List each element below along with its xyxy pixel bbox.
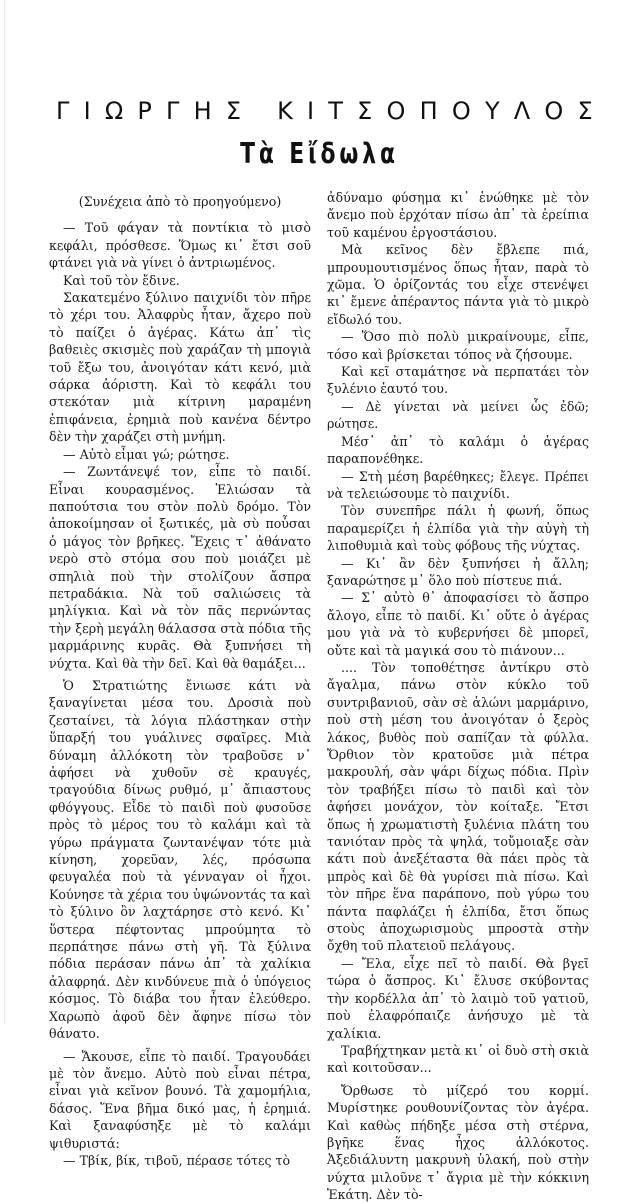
story-title: Τὰ Εἴδωλα	[240, 137, 399, 170]
paragraph: — Τβίκ, βίκ, τιβοῦ, πέρασε τότες τὸ	[63, 1152, 291, 1168]
paragraph: Σακατεμένο ξύλινο παιχνίδι τὸν πῆρε τὸ χέρι του. Ἀλαφρὺς ἦταν, ἄχερο ποὺ τὸ παίζει ὁ ἀγέρας. Κάτω ἀπ᾿ τὶς βαθειὲς σκισμὲς ποὺ χαράζαν τὴ μπογιὰ τοῦ ἔξω του, ἀνοιγόταν κάτι κενό, μιὰ σάρκα ἀόριστη. Καὶ τὸ κεφάλι του στεκόταν μιὰ κίτρινη μαραμένη ἐπιφάνεια, ἐρημιὰ ποὺ κανένα δέντρο δὲν τὴν χαράζει στὴ μνήμη.	[49, 290, 311, 445]
paragraph: — Δὲ γίνεται νὰ μείνει ὧς ἐδῶ; ρώτησε.	[327, 398, 589, 432]
paragraph: Τὸν συνεπῆρε πάλι ἡ φωνή, ὅπως παραμερίζει ἡ ἐλπίδα γιὰ τὴν αὐγὴ τὴ λιποθυμιὰ καὶ τοὺς φόβους τῆς νύχτας.	[327, 503, 589, 554]
paragraph: — Τοῦ φάγαν τὰ ποντίκια τὸ μισὸ κεφάλι, πρόσθεσε. Ὅμως κι᾿ ἔτσι σοῦ φτάνει γιὰ νὰ γίνει ὁ ἀντριωμένος.	[49, 220, 311, 271]
paragraph: Μέσ᾿ ἀπ᾿ τὸ καλάμι ὁ ἀγέρας παραπονέθηκε.	[327, 433, 589, 467]
continuation-note: (Συνέχεια ἀπὸ τὸ προηγούμενο)	[78, 194, 282, 209]
text-column-right	[327, 189, 589, 1204]
paragraph: Ὄρθωσε τὸ μίζερό του κορμί. Μυρίστηκε ρουθουνίζοντας τὸν ἀγέρα. Καὶ καθὼς πήδηξε μέσα στὴ στέρνα, βγῆκε ἕνας ἦχος ἀλλόκοτος. Ἀξεδιάλυντη μακρυνὴ ὑλακή, ποὺ στὴν νύχτα μιλοῦνε τ᾿ ἄγρια μὲ τὴν κόκκινη Ἑκάτη. Δὲν τὸ-	[327, 1082, 589, 1203]
paragraph: Καὶ τοῦ τὸν ἔδινε.	[63, 272, 180, 288]
paragraph: — Ἄκουσε, εἶπε τὸ παιδί. Τραγουδάει μὲ τὸν ἄνεμο. Αὐτὸ ποὺ εἶναι πέτρα, εἶναι γιὰ κεῖνον βουνό. Τὰ χαμομήλια, δάσος. Ἕνα βῆμα δικό μας, ἡ ἐρημιά. Καὶ ξαναφύσηξε μὲ τὸ καλάμι ψιθυριστά:	[49, 1048, 311, 1151]
paragraph: — Αὐτὸ εἶμαι γώ; ρώτησε.	[63, 446, 230, 462]
paragraph: Τραβήχτηκαν μετὰ κι᾿ οἱ δυὸ στὴ σκιὰ καὶ κοιτοῦσαν...	[327, 1042, 589, 1076]
paragraph: Καὶ κεῖ σταμάτησε νὰ περπατάει τὸν ξυλένιο ἑαυτό του.	[327, 364, 589, 397]
paragraph: — Κι᾿ ἂν δὲν ξυπνήσει ἡ ἄλλη; ξαναρώτησε μ᾿ ὅλο ποὺ πίστευε πιά.	[327, 555, 589, 588]
text-column-left	[49, 193, 311, 1169]
paragraph: Ὁ Στρατιώτης ἔνιωσε κάτι νὰ ξαναγίνεται μέσα του. Δροσιὰ ποὺ ζεσταίνει, τὰ λόγια πλάστηκαν στὴν ὕπαρξή του γυάλινες σφαῖρες. Μιὰ δύναμη ἀλλόκοτη τὸν τραβοῦσε ν᾿ ἀφήσει νὰ χυθοῦν σὲ κραυγές, τραγούδια δίνως ρυθμό, μ᾿ ἄπιαστους φθόγγους. Εἶδε τὸ παιδὶ ποὺ φυσοῦσε πρὸς τὸ μέρος του τὸ καλάμι καὶ τὰ γύρω πράγματα ζωντανέψαν τότε μιὰ κίνηση, χορεῦαν, λές, πρόσωπα φευγαλέα ποὺ τὰ γένναγαν οἱ ἦχοι. Κούνησε τὰ χέρια του ὑψώνοντάς τα καὶ τὸ ξύλινο ὂν λαχτάρησε στὸ κενό. Κι᾿ ὕστερα πέφτοντας μπρούμητα τὸ περπάτησε πάνω στὴ γῆ. Τὰ ξύλινα πόδια περάσαν πάνω ἀπ᾿ τὰ χαλίκια ἀλαφρηά. Δὲν κινδύνευε πιὰ ὁ ὑπόγειος κόσμος. Τὸ διάβα του ἦταν ἐλεύθερο. Χαρωπὸ ἀφοῦ δὲν ἄφηνε πίσω τὸν θάνατο.	[49, 677, 311, 1042]
paragraph: — Σ᾿ αὐτὸ θ᾿ ἀποφασίσει τὸ ἄσπρο ἄλογο, εἶπε τὸ παιδί. Κι᾿ οὔτε ὁ ἀγέρας μου γιὰ νὰ τὸ κυβερνήσει δὲ μπορεῖ, οὔτε καὶ τὰ μαγικά σου τὸ πιάνουν...	[327, 590, 589, 658]
paragraph: Μὰ κεῖνος δὲν ἔβλεπε πιά, μπρουμουτισμένος ὅπως ἦταν, παρὰ τὸ χῶμα. Ὁ ὁρίζοντάς του εἶχε στενέψει κι᾿ ἔμενε ἀπέραντος πάντα γιὰ τὸ μικρὸ εἴδωλό του.	[327, 242, 589, 327]
paragraph: ἀδύναμο φύσημα κι᾿ ἑνώθηκε μὲ τὸν ἄνεμο ποὺ ἐρχόταν πίσω ἀπ᾿ τὰ ἐρείπια τοῦ καμένου ἐργοστάσιου.	[327, 190, 589, 240]
paragraph: — Ὅσο πιὸ πολὺ μικραίνουμε, εἶπε, τόσο καὶ βρίσκεται τόπος νὰ ζήσουμε.	[327, 329, 589, 362]
author-name: ΓΙΩΡΓΗΣ ΚΙΤΣΟΠΟΥΛΟΣ	[56, 97, 607, 125]
page-edge-divider	[4, 0, 5, 1024]
paragraph: — Ἔλα, εἶχε πεῖ τὸ παιδί. Θὰ βγεῖ τώρα ὁ ἄσπρος. Κι᾿ ἔλυσε σκύβοντας τὴν κορδέλλα ἀπ᾿ τὸ λαιμὸ τοῦ γατιοῦ, ποὺ ἐλαφρόπαιζε ἀνήσυχο μὲ τὰ χαλίκια.	[327, 955, 589, 1041]
paragraph: — Στὴ μέση βαρέθηκες; ἔλεγε. Πρέπει νὰ τελειώσουμε τὸ παιχνίδι.	[327, 468, 589, 501]
paragraph: .... Τὸν τοποθέτησε ἀντίκρυ στὸ ἄγαλμα, πάνω στὸν κύκλο τοῦ συντριβανιοῦ, σὰν σὲ ἁλώνι μαρμάρινο, ποὺ στὴ μέση του ἀνοιγόταν ὁ ξερὸς λάκος, βυθὸς ποὺ σαπίζαν τὰ φύλλα. Ὄρθιον τὸν κρατοῦσε μιὰ πέτρα μακρουλή, σὰν ψάρι δίχως πόδια. Πρὶν τὸν τραβήξει πίσω τὸ παιδὶ καὶ τὸν ἀφήσει μονάχον, τὸν κοίταξε. Ἔτσι ὅπως ἡ χρωματιστὴ ξυλένια πλάτη του τανιόταν πρὸς τὰ ψηλά, τοὔμοιαξε σὰν κάτι ποὺ ἀνεξέταστα θὰ πάει πρὸς τὰ μπρὸς καὶ δὲ θὰ γυρίσει πιὰ πίσω. Καὶ τὸν πῆρε ἕνα παράπονο, ποὺ γύρω του πάντα παφλάζει ἡ ἐλπίδα, ἔτσι ὅπως στοὺς ἀποχωρισμοὺς μπροστὰ στὴν ὄχθη τοῦ πλατειοῦ πελάγους.	[327, 659, 589, 954]
paragraph: — Ζωντάνεψέ τον, εἶπε τὸ παιδί. Εἶναι κουρασμένος. Ἐλιώσαν τὰ παπούτσια του στὸν πολὺ δρόμο. Τὸν ἀποκοίμησαν οἱ ξωτικές, μὰ σὺ ποὖσαι ὁ μάγος τὸν βρῆκες. Ἔχεις τ᾿ ἀθάνατο νερὸ στὸ στόμα σου ποὺ μοιάζει μὲ σπηλιὰ ποὺ τὴν στολίζουν ἄσπρα πετραδάκια. Νὰ τοῦ σαλιώσεις τὰ μηλίγκια. Καὶ νὰ τὸν πᾶς περνώντας τὴν ξερὴ μεγάλη θάλασσα στὰ πόδια τῆς μαρμάρινης κυρᾶς. Θὰ ξυπνήσει τὴ νύχτα. Καὶ θὰ τὴν δεῖ. Καὶ θὰ θαμάξει...	[49, 464, 311, 671]
